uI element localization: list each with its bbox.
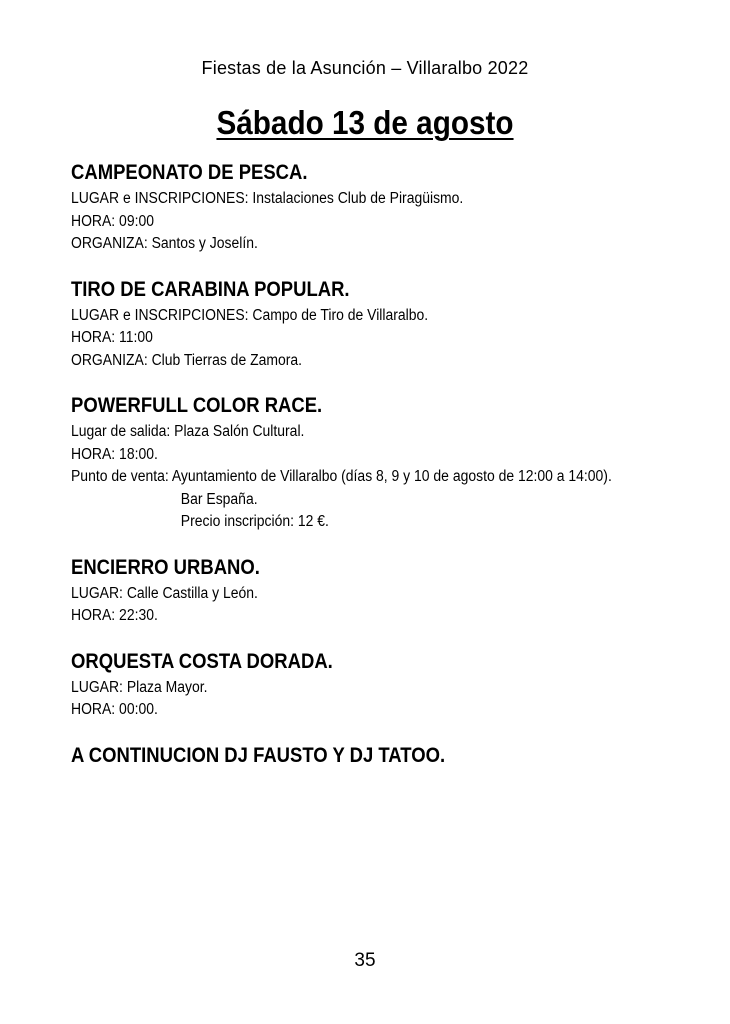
- event-location: LUGAR: Plaza Mayor.: [71, 678, 208, 696]
- event-time: HORA: 09:00: [71, 212, 154, 230]
- event-title: POWERFULL COLOR RACE.: [71, 394, 323, 417]
- event-list: [71, 158, 671, 771]
- event-sale-point-secondary: Bar España.: [180, 490, 258, 508]
- event-title: ENCIERRO URBANO.: [71, 555, 260, 579]
- event-title: ORQUESTA COSTA DORADA.: [71, 649, 333, 673]
- event-location: LUGAR e INSCRIPCIONES: Instalaciones Club de Piragüismo.: [71, 190, 464, 207]
- event-location: LUGAR: Calle Castilla y León.: [71, 584, 258, 602]
- final-announcement: A CONTINUCION DJ FAUSTO Y DJ TATOO.: [71, 743, 446, 767]
- page-header: Fiestas de la Asunción – Villaralbo 2022: [201, 58, 529, 78]
- event-time: HORA: 11:00: [71, 329, 153, 346]
- event-encierro-urbano: [71, 553, 671, 628]
- event-color-race: [71, 391, 671, 534]
- event-start-location: Lugar de salida: Plaza Salón Cultural.: [71, 423, 305, 440]
- event-tiro-carabina: [71, 275, 671, 373]
- event-time: HORA: 22:30.: [71, 607, 158, 624]
- event-time: HORA: 18:00.: [71, 445, 158, 463]
- event-organizer: ORGANIZA: Santos y Joselín.: [71, 235, 258, 252]
- event-time: HORA: 00:00.: [71, 701, 158, 718]
- event-price: Precio inscripción: 12 €.: [180, 513, 329, 530]
- event-title: CAMPEONATO DE PESCA.: [71, 161, 308, 184]
- event-title: TIRO DE CARABINA POPULAR.: [71, 277, 350, 301]
- event-organizer: ORGANIZA: Club Tierras de Zamora.: [71, 351, 303, 369]
- event-location: LUGAR e INSCRIPCIONES: Campo de Tiro de Villaralbo.: [71, 306, 429, 324]
- event-campeonato-pesca: [71, 158, 671, 256]
- page-number: 35: [354, 950, 376, 971]
- page-title: Sábado 13 de agosto: [216, 104, 514, 141]
- event-orquesta: [71, 647, 671, 722]
- event-sale-point: Punto de venta: Ayuntamiento de Villaralbo (días 8, 9 y 10 de agosto de 12:00 a 14:00).: [71, 468, 612, 485]
